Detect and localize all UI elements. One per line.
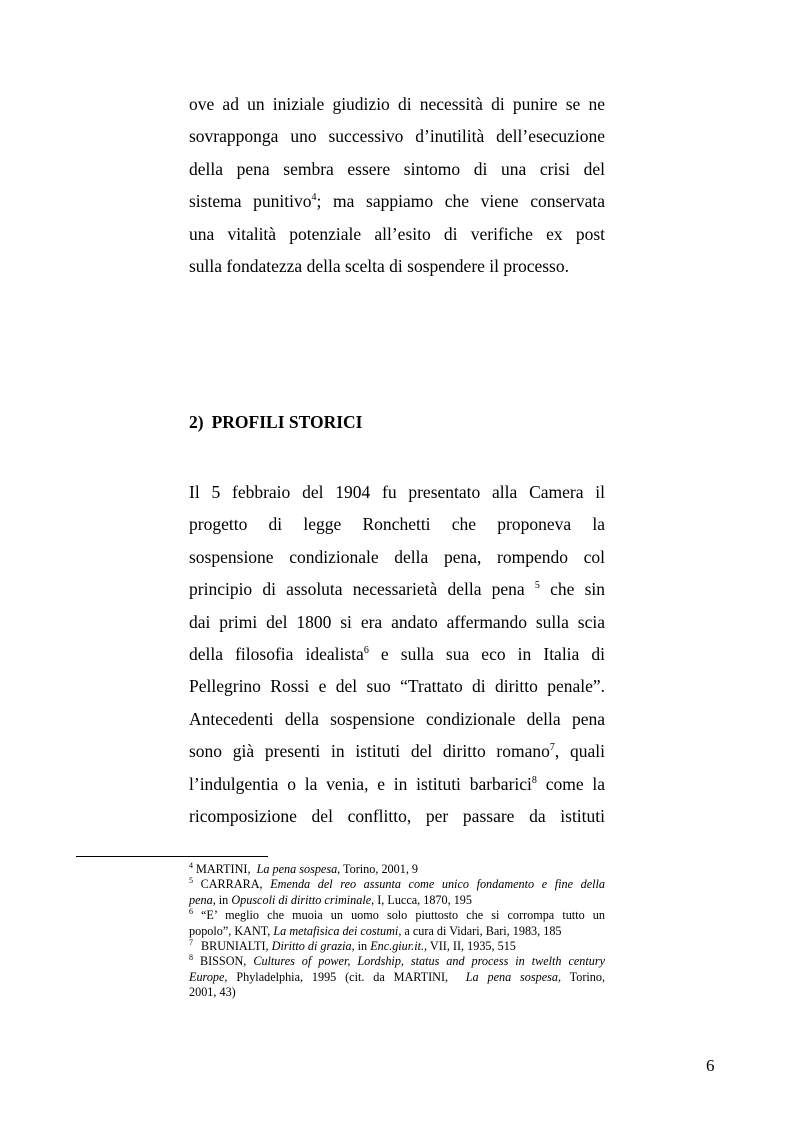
text-segment: , quali	[554, 741, 606, 762]
footnote-title: Diritto di grazia,	[271, 938, 355, 953]
footnote-details: a cura di Vidari, Bari, 1983, 185	[404, 923, 562, 938]
footnote-title: La pena sospesa,	[256, 862, 341, 876]
footnote-6	[189, 908, 605, 923]
text-line: Pellegrino Rossi e del suo “Trattato di diritto penale”.	[189, 676, 605, 697]
text-line	[189, 768, 605, 800]
text-line: ricomposizione del conflitto, per passare da istituti	[189, 805, 605, 826]
section-heading	[189, 412, 362, 433]
footnote-author: MARTINI,	[196, 862, 251, 876]
footnote-text: popolo”, KANT,	[189, 923, 271, 938]
text-line: della pena sembra essere sintomo di una crisi del	[189, 158, 605, 179]
text-line: Il 5 febbraio del 1904 fu presentato alla Camera il	[189, 482, 605, 502]
footnote-number: 8	[189, 953, 193, 963]
footnote-text: in	[357, 938, 368, 953]
text-line	[189, 735, 605, 767]
section-title: PROFILI STORICI	[211, 412, 363, 432]
footnote-7	[189, 939, 605, 954]
footnote-number: 6	[189, 907, 193, 917]
text-line: ove ad un iniziale giudizio di necessità di punire se ne	[189, 94, 605, 114]
footnote-number: 4	[189, 861, 193, 870]
footnote-details: Torino, 2001, 9	[343, 862, 419, 876]
footnote-title: Europe,	[189, 969, 228, 984]
footnote-author: CARRARA,	[200, 877, 263, 892]
text-segment: principio di assoluta necessarietà della pena	[189, 579, 525, 600]
footnote-ref-6[interactable]: 6	[363, 644, 369, 656]
text-segment: sono già presenti in istituti del diritto romano	[189, 741, 550, 762]
footnote-author: BISSON,	[199, 954, 247, 969]
footnote-author: BRUNIALTI,	[201, 938, 269, 953]
footnote-title: pena,	[189, 892, 216, 907]
footnote-work: La metafisica dei costumi,	[273, 923, 402, 938]
paragraph-2	[189, 476, 605, 832]
footnote-title: Emenda del reo assunta come unico fondamento e fine della	[270, 877, 606, 892]
text-segment: sistema punitivo	[189, 191, 312, 212]
text-segment: che sin	[550, 579, 606, 600]
footnote-work: Opuscoli di diritto criminale,	[231, 892, 375, 907]
footnote-5	[189, 877, 605, 892]
text-line: dai primi del 1800 si era andato affermando sulla scia	[189, 611, 605, 632]
footnote-ref-7[interactable]: 7	[549, 742, 555, 754]
text-line: sospensione condizionale della pena, rompendo col	[189, 546, 605, 567]
footnote-5-cont	[189, 893, 605, 908]
footnote-number: 7	[189, 937, 193, 947]
footnotes	[189, 862, 605, 1001]
text-segment: come la	[545, 773, 606, 794]
text-segment: ; ma sappiamo che viene conservata	[316, 191, 606, 212]
text-line	[189, 185, 605, 217]
text-segment: della filosofia idealista	[189, 643, 364, 664]
text-line	[189, 638, 605, 670]
footnote-number: 5	[189, 876, 193, 886]
footnote-ref-5[interactable]: 5	[534, 580, 540, 592]
footnote-details: Torino,	[569, 969, 606, 984]
footnote-text: in	[218, 892, 229, 907]
footnote-ref-8[interactable]: 8	[531, 774, 537, 786]
footnote-text: “E’ meglio che muoia un uomo solo piuttosto che si corrompa tutto un	[201, 908, 605, 923]
footnote-8	[189, 954, 605, 969]
footnote-ref-4[interactable]: 4	[311, 192, 317, 204]
text-line: Antecedenti della sospensione condizionale della pena	[189, 708, 605, 729]
footnote-work: Enc.giur.it.,	[370, 938, 428, 953]
footnote-4	[189, 862, 605, 877]
footnote-8-cont	[189, 970, 605, 985]
footnote-details: I, Lucca, 1870, 195	[377, 892, 472, 907]
footnote-details: VII, II, 1935, 515	[429, 938, 516, 953]
footnote-separator	[76, 856, 268, 857]
text-segment: e sulla sua eco in Italia di	[380, 643, 606, 664]
section-number: 2)	[189, 412, 204, 432]
text-line	[189, 573, 605, 605]
text-line: sulla fondatezza della scelta di sospendere il processo.	[189, 255, 569, 276]
footnote-6-cont	[189, 924, 605, 939]
text-line: sovrapponga uno successivo d’inutilità dell’esecuzione	[189, 126, 605, 147]
text-line: una vitalità potenziale all’esito di verifiche ex post	[189, 223, 605, 244]
footnote-cited-title: La pena sospesa,	[465, 969, 562, 984]
paragraph-1	[189, 88, 605, 282]
page-number: 6	[706, 1056, 715, 1075]
text-line: progetto di legge Ronchetti che proponeva la	[189, 514, 605, 535]
footnote-text: Phyladelphia, 1995 (cit. da MARTINI,	[236, 969, 449, 984]
footnote-title: Cultures of power, Lordship, status and process in twelth century	[253, 954, 605, 969]
footnote-8-end: 2001, 43)	[189, 985, 236, 1000]
text-segment: l’indulgentia o la venia, e in istituti barbarici	[189, 773, 532, 794]
